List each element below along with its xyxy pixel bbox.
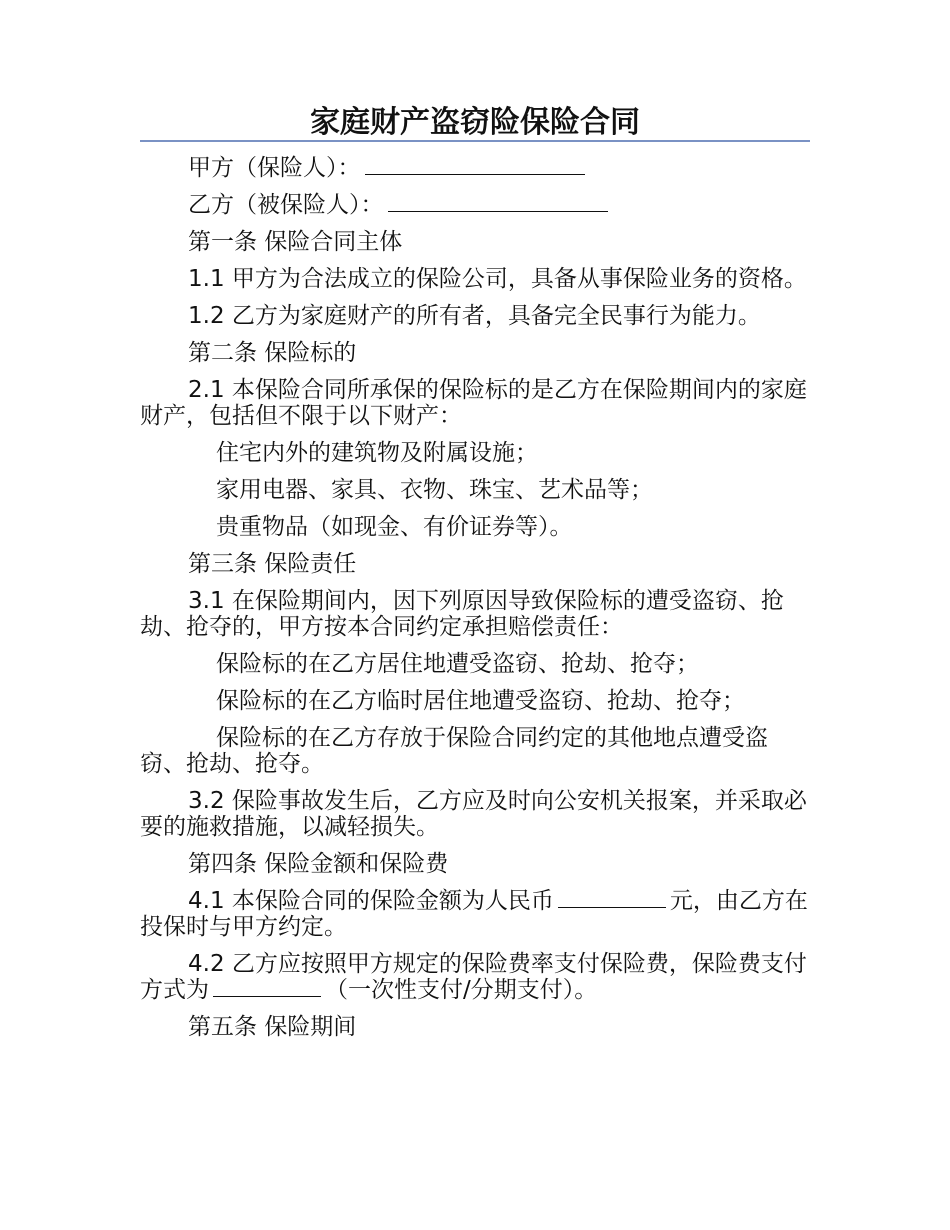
party-b-line — [140, 192, 810, 218]
list-item: 保险标的在乙方存放于保险合同约定的其他地点遭受盗窃、抢劫、抢夺。 — [140, 725, 768, 777]
title-underline — [140, 140, 810, 142]
clause-3-2: 3.2 保险事故发生后，乙方应及时向公安机关报案，并采取必要的施救措施，以减轻损失。 — [140, 788, 807, 840]
insured-amount-blank — [558, 889, 666, 908]
document-title: 家庭财产盗窃险保险合同 — [310, 105, 640, 140]
clause-4-1-text-after: 元，由乙方在投保时与甲方约定。 — [140, 888, 808, 940]
party-a-label: 甲方（保险人）： — [188, 155, 361, 181]
document-body — [140, 155, 810, 1051]
list-item: 保险标的在乙方临时居住地遭受盗窃、抢劫、抢夺； — [216, 688, 745, 714]
payment-method-blank — [213, 978, 321, 997]
party-b-blank — [388, 193, 608, 212]
article-2-heading: 第二条 保险标的 — [188, 340, 357, 366]
list-item: 家用电器、家具、衣物、珠宝、艺术品等； — [216, 477, 653, 503]
party-a-blank — [365, 156, 585, 175]
clause-1-2: 1.2 乙方为家庭财产的所有者，具备完全民事行为能力。 — [188, 303, 761, 329]
list-item: 保险标的在乙方居住地遭受盗窃、抢劫、抢夺； — [216, 651, 699, 677]
clause-4-1-text-before: 4.1 本保险合同的保险金额为人民币 — [188, 888, 554, 914]
party-b-label: 乙方（被保险人）： — [188, 192, 384, 218]
list-item: 住宅内外的建筑物及附属设施； — [216, 440, 538, 466]
clause-3-1: 3.1 在保险期间内，因下列原因导致保险标的遭受盗窃、抢劫、抢夺的，甲方按本合同约定承担赔偿责任： — [140, 588, 784, 640]
party-a-line — [140, 155, 810, 181]
clause-4-2-text-after: （一次性支付/分期支付）。 — [325, 977, 598, 1003]
article-4-heading: 第四条 保险金额和保险费 — [188, 851, 449, 877]
clause-1-1: 1.1 甲方为合法成立的保险公司，具备从事保险业务的资格。 — [188, 266, 807, 292]
article-5-heading: 第五条 保险期间 — [188, 1014, 357, 1040]
clause-4-2-text-before: 4.2 乙方应按照甲方规定的保险费率支付保险费，保险费支付方式为 — [140, 951, 807, 1003]
article-1-heading: 第一条 保险合同主体 — [188, 229, 403, 255]
list-item: 贵重物品（如现金、有价证券等）。 — [216, 514, 573, 540]
clause-2-1: 2.1 本保险合同所承保的保险标的是乙方在保险期间内的家庭财产，包括但不限于以下财产： — [140, 377, 807, 429]
article-3-heading: 第三条 保险责任 — [188, 551, 357, 577]
clause-4-2 — [140, 951, 810, 1003]
clause-4-1 — [140, 888, 810, 940]
